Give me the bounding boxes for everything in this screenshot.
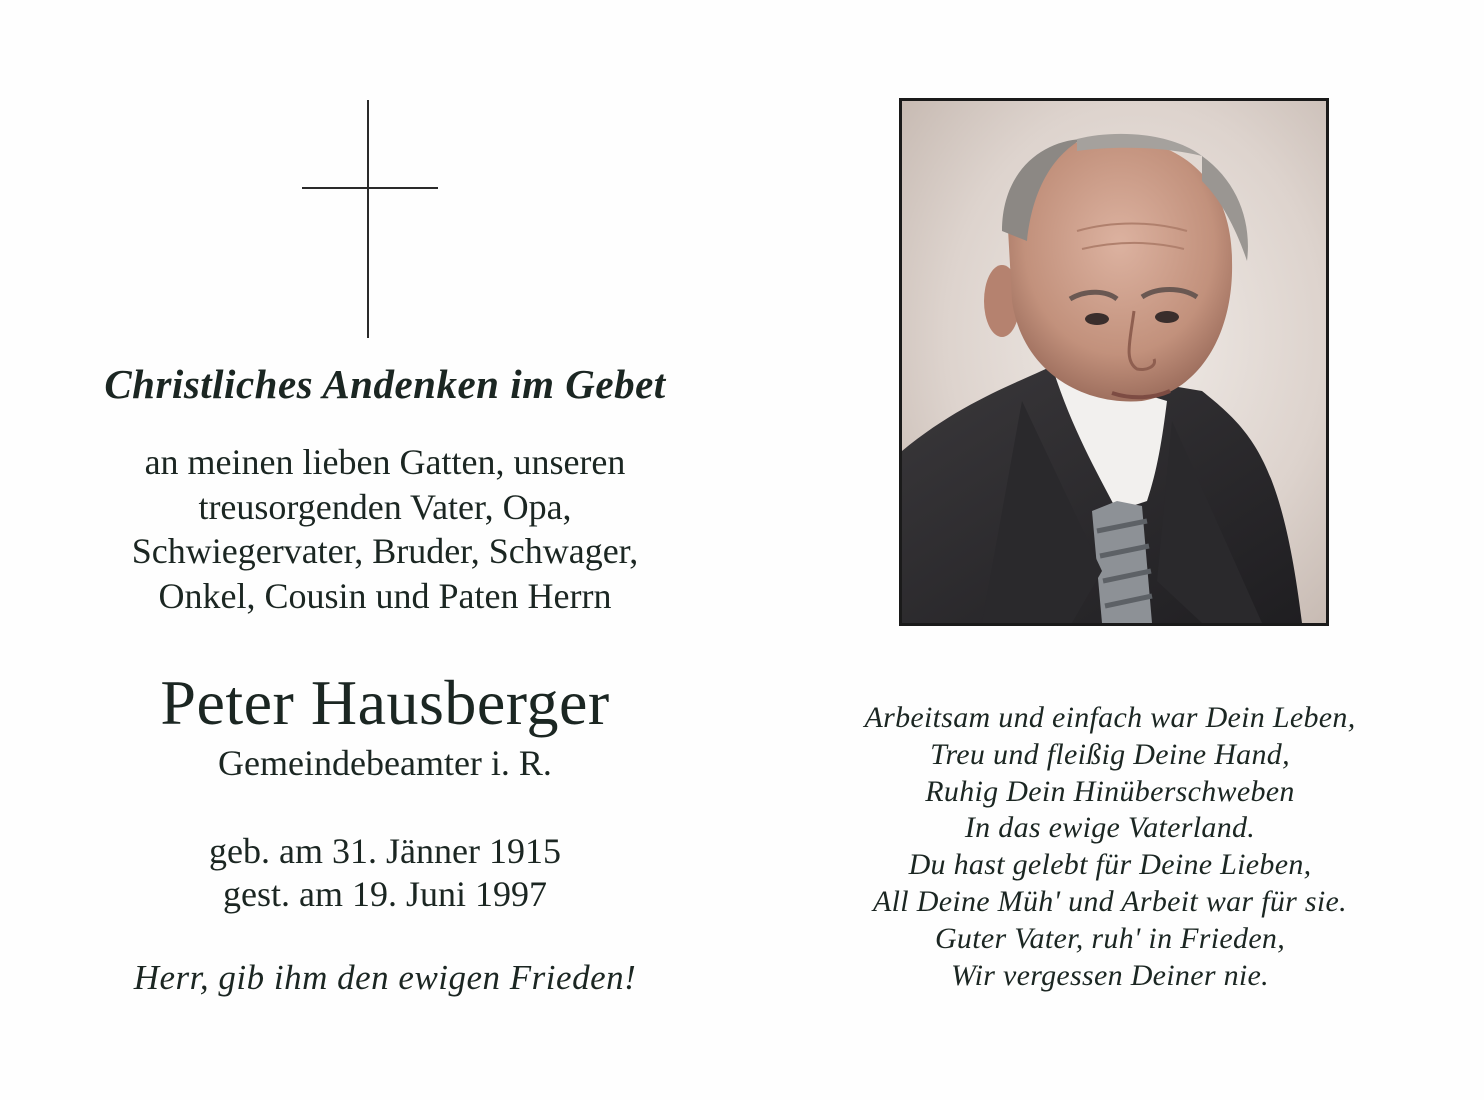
dedication-line: treusorgenden Vater, Opa, (198, 486, 572, 527)
poem-line: Wir vergessen Deiner nie. (951, 958, 1269, 992)
deceased-occupation: Gemeindebeamter i. R. (218, 743, 552, 783)
poem-line: Arbeitsam und einfach war Dein Leben, (864, 701, 1356, 734)
poem-line: Ruhig Dein Hinüberschweben (925, 774, 1295, 808)
portrait-illustration (902, 101, 1326, 623)
dedication-line: Onkel, Cousin und Paten Herrn (158, 575, 612, 616)
dedication-text (60, 440, 710, 618)
poem-line: Treu und fleißig Deine Hand, (930, 737, 1290, 771)
cross-icon (302, 100, 438, 338)
poem-line: Guter Vater, ruh' in Frieden, (934, 921, 1286, 955)
dedication-line: Schwiegervater, Bruder, Schwager, (131, 531, 639, 571)
portrait-photo (899, 98, 1329, 626)
memorial-poem (800, 700, 1420, 994)
card-heading: Christliches Andenken im Gebet (104, 361, 666, 407)
poem-line: In das ewige Vaterland. (964, 811, 1256, 845)
closing-prayer: Herr, gib ihm den ewigen Frieden! (133, 958, 637, 997)
deceased-name: Peter Hausberger (160, 667, 610, 738)
death-date: gest. am 19. Juni 1997 (223, 874, 547, 914)
poem-line: All Deine Müh' und Arbeit war für sie. (873, 884, 1347, 918)
dedication-line: an meinen lieben Gatten, unseren (144, 442, 626, 482)
birth-date: geb. am 31. Jänner 1915 (209, 831, 561, 871)
poem-line: Du hast gelebt für Deine Lieben, (908, 848, 1312, 882)
life-dates (60, 830, 710, 916)
